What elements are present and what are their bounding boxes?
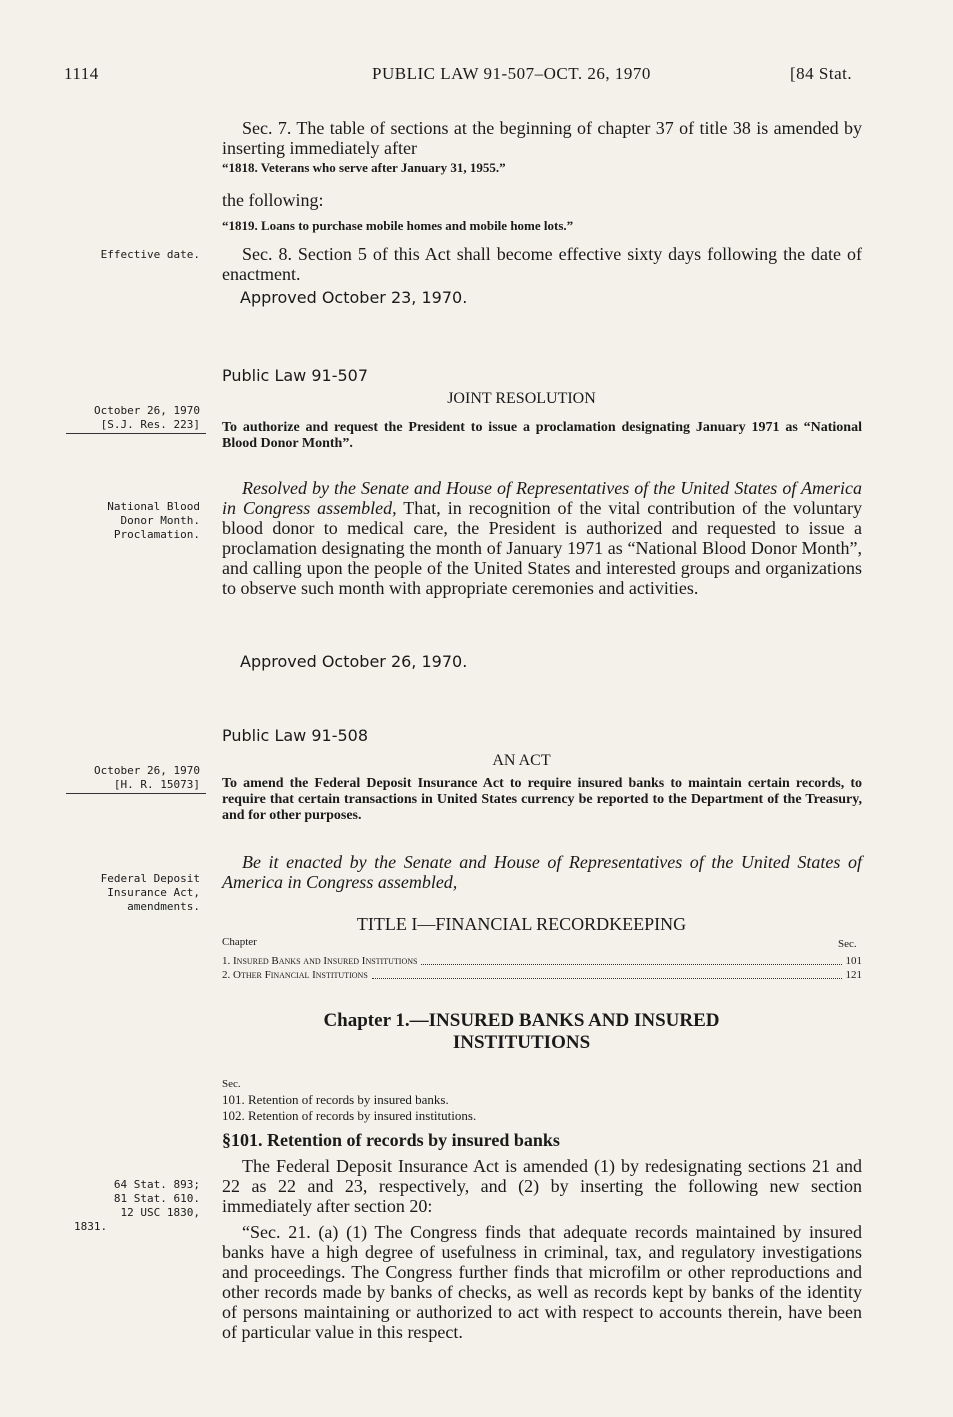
toc-row bbox=[222, 968, 862, 982]
sec-101-heading: §101. Retention of records by insured banks bbox=[222, 1130, 560, 1150]
an-act-heading: AN ACT bbox=[492, 752, 551, 769]
sec7-the-following: the following: bbox=[222, 190, 324, 210]
joint-resolution-title: To authorize and request the President to issue a proclamation designating January 1971 as “National Blood Donor Month”. bbox=[222, 420, 862, 451]
sec-101-para-2: “Sec. 21. (a) (1) The Congress finds that adequate records maintained by insured banks have a high degree of usefulness in criminal, tax, and regulatory investigations and proceedings. The Congress further finds that microfilm or other reproductions and other records made by banks of checks, as well as records kept by banks of the identity of persons maintaining or authorized to act with respect to accounts therein, have been of particular value in this respect. bbox=[222, 1222, 862, 1342]
toc-row-label: 2. Other Financial Institutions bbox=[222, 969, 368, 981]
sec-101-para-1: The Federal Deposit Insurance Act is amended (1) by redesignating sections 21 and 22 as 22 and 23, respectively, and (2) by inserting the following new section immediately after section 20: bbox=[222, 1156, 862, 1216]
toc-row-label: 1. Insured Banks and Insured Institutions bbox=[222, 955, 418, 967]
margin-topic-508-3: amendments. bbox=[127, 900, 200, 913]
margin-effective-date: Effective date. bbox=[100, 248, 200, 261]
running-title: PUBLIC LAW 91-507–OCT. 26, 1970 bbox=[372, 64, 651, 83]
resolution-text: That, in recognition of the vital contribution of the voluntary blood donor to medical care, the President is authorized and requested to issue a proclamation designating the month of January 1971 as “National Blood Donor Month”, and calling upon the people of the United States and interested groups and organizations to observe such month with appropriate ceremonies and activities. bbox=[222, 498, 862, 598]
resolved-clause: Resolved by the Senate and House of Representatives of the United States of America in Congress assembled, bbox=[222, 478, 862, 518]
enacting-clause: Be it enacted by the Senate and House of Representatives of the United States of America in Congress assembled, bbox=[222, 852, 862, 892]
margin-topic-508-2: Insurance Act, bbox=[107, 886, 200, 899]
chapter-1-toc-item: 101. Retention of records by insured banks. bbox=[222, 1092, 449, 1107]
sec7-quote-1818: “1818. Veterans who serve after January 31, 1955.” bbox=[222, 160, 506, 175]
toc-leader bbox=[372, 968, 842, 979]
toc-row bbox=[222, 954, 862, 968]
toc-chapter-col: Chapter bbox=[222, 936, 257, 948]
toc-leader bbox=[421, 954, 841, 965]
public-law-91-507-label: Public Law 91-507 bbox=[222, 366, 368, 385]
approved-oct-23: Approved October 23, 1970. bbox=[240, 288, 468, 307]
chapter-1-heading bbox=[0, 1010, 953, 1054]
toc-row-sec: 121 bbox=[845, 969, 862, 981]
margin-rule-508 bbox=[66, 793, 206, 794]
sec7-text: Sec. 7. The table of sections at the beginning of chapter 37 of title 38 is amended by inserting immediately after bbox=[222, 118, 862, 158]
sec8-text: Sec. 8. Section 5 of this Act shall become effective sixty days following the date of enactment. bbox=[222, 244, 862, 284]
margin-stat-2: 81 Stat. 610. bbox=[113, 1192, 200, 1205]
chapter-1-sec-label: Sec. bbox=[222, 1078, 241, 1090]
toc-sec-col: Sec. bbox=[838, 938, 857, 950]
page-number: 1114 bbox=[64, 64, 99, 83]
title-i-heading: TITLE I—FINANCIAL RECORDKEEPING bbox=[356, 914, 687, 934]
margin-stat-4: 1831. bbox=[74, 1220, 108, 1233]
title-i-toc bbox=[222, 954, 862, 982]
resolution-body bbox=[222, 478, 862, 598]
approved-oct-26-507: Approved October 26, 1970. bbox=[240, 652, 468, 671]
toc-row-sec: 101 bbox=[845, 955, 862, 967]
chapter-1-heading-line1: Chapter 1.—INSURED BANKS AND INSURED bbox=[323, 1010, 720, 1031]
margin-stat-1: 64 Stat. 893; bbox=[113, 1178, 200, 1191]
margin-ref-507: [S.J. Res. 223] bbox=[100, 418, 200, 431]
chapter-1-toc bbox=[222, 1092, 476, 1124]
stat-reference: [84 Stat. bbox=[790, 64, 853, 83]
margin-topic-507-2: Donor Month. bbox=[120, 514, 200, 527]
chapter-1-heading-line2: INSTITUTIONS bbox=[452, 1032, 591, 1053]
margin-rule-507 bbox=[66, 433, 206, 434]
joint-resolution-heading: JOINT RESOLUTION bbox=[447, 390, 596, 407]
margin-stat-3: 12 USC 1830, bbox=[120, 1206, 200, 1219]
margin-date-508: October 26, 1970 bbox=[94, 764, 200, 777]
act-title: To amend the Federal Deposit Insurance Act to require insured banks to maintain certain records, to require that certain transactions in United States currency be reported to the Department of the Treasury, and for other purposes. bbox=[222, 776, 862, 823]
margin-date-507: October 26, 1970 bbox=[94, 404, 200, 417]
margin-topic-507-3: Proclamation. bbox=[113, 528, 200, 541]
sec7-quote-1819: “1819. Loans to purchase mobile homes and mobile home lots.” bbox=[222, 218, 574, 233]
public-law-91-508-label: Public Law 91-508 bbox=[222, 726, 368, 745]
margin-ref-508: [H. R. 15073] bbox=[113, 778, 200, 791]
chapter-1-toc-item: 102. Retention of records by insured institutions. bbox=[222, 1108, 477, 1123]
margin-topic-508-1: Federal Deposit bbox=[100, 872, 200, 885]
margin-topic-507-1: National Blood bbox=[107, 500, 200, 513]
